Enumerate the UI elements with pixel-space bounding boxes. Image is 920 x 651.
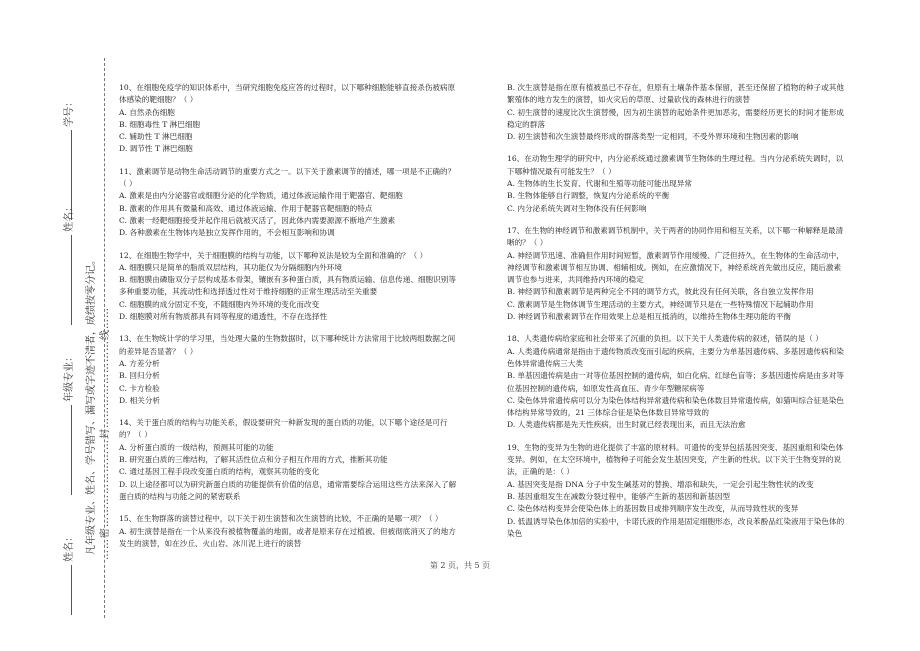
page-number: 第 2 页，共 5 页 — [429, 561, 491, 570]
grade-blank[interactable] — [63, 405, 72, 495]
grade-field — [60, 352, 75, 495]
question-13 — [119, 333, 459, 407]
question-12 — [119, 250, 459, 324]
grade-label: 年级专业： — [64, 351, 75, 402]
option-b: B. 次生演替是指在原有植被虽已不存在，但原有土壤条件基本保留，甚至还保留了植物的种子或其他繁殖体的地方发生的演替，如火灾后的草原、过量砍伐的森林进行的演替 — [507, 83, 844, 105]
option-c: C. 初生演替的速度比次生演替慢，因为初生演替的起始条件更加恶劣，需要经历更长的时间才能形成稳定的群落 — [507, 107, 844, 129]
option-d: D. 以上途径都可以为研究新蛋白质的功能提供有价值的信息，通常需要综合运用这些方法来深入了解蛋白质的结构与功能之间的紧密联系 — [119, 479, 457, 501]
option-a: A. 生物体的生长发育、代谢和生殖等功能可能出现异常 — [507, 179, 692, 189]
option-b: B. 基因重组发生在减数分裂过程中，能够产生新的基因和新基因型 — [507, 491, 731, 501]
option-a: A. 初生演替是指在一个从来没有被植物覆盖的地面，或者是原来存在过植被、但被彻底消灭了的地方发生的演替，如在沙丘、火山岩、冰川泥上进行的演替 — [119, 526, 456, 548]
student-id-label: 学号： — [64, 96, 75, 127]
question-18 — [507, 333, 847, 431]
seal-line-text: ……密……………………封……………………线…… — [100, 307, 111, 560]
option-b: B. 研究蛋白质的三维结构，了解其活性位点和分子相互作用的方式，推断其功能 — [119, 455, 388, 465]
option-b: B. 回归分析 — [119, 371, 160, 381]
question-16 — [507, 153, 847, 214]
name-blank[interactable] — [63, 235, 72, 325]
name-label: 姓名： — [64, 201, 75, 232]
option-a: A. 神经调节迅速、准确但作用时间短暂，激素调节作用缓慢、广泛但持久，在生物体的生命活动中，神经调节和激素调节相互协调、相辅相成。例如，在应激情况下，神经系统首先做出反应，随后激素调节也参与进来，共同维持内环境的稳定 — [507, 250, 844, 285]
name-field — [60, 202, 75, 325]
question-stem: 10、在细胞免疫学的知识体系中，当研究细胞免疫应答的过程时，以下哪种细胞能够直接杀伤被病原体感染的靶细胞？（ ） — [119, 83, 456, 105]
question-17 — [507, 225, 847, 323]
option-a: A. 人类遗传病通常是指由于遗传物质改变而引起的疾病，主要分为单基因遗传病、多基因遗传病和染色体异常遗传病三大类 — [507, 346, 844, 368]
option-a: A. 激素是由内分泌器官或细胞分泌的化学物质，通过体液运输作用于靶器官、靶细胞 — [119, 191, 403, 201]
option-a: A. 基因突变是指 DNA 分子中发生碱基对的替换、增添和缺失，一定会引起生物性状的改变 — [507, 479, 814, 489]
option-c: C. 通过基因工程手段改变蛋白质的结构，观察其功能的变化 — [119, 467, 320, 477]
option-d: D. 初生演替和次生演替最终形成的群落类型一定相同，不受外界环境和生物因素的影响 — [507, 132, 799, 142]
option-c: C. 激素一经靶细胞接受并起作用后就被灭活了，因此体内需要源源不断地产生激素 — [119, 215, 396, 225]
school-blank[interactable] — [63, 565, 72, 615]
option-c: C. 细胞膜的成分固定不变，不随细胞内外环境的变化而改变 — [119, 299, 320, 309]
question-10 — [119, 82, 459, 156]
question-stem: 19、生物的变异为生物的进化提供了丰富的原材料。可遗传的变异包括基因突变、基因重组和染色体变异。例如，在太空环境中，植物种子可能会发生基因突变，产生新的性状。以下关于生物变异的说法，正确的是：（ ） — [507, 442, 844, 477]
question-14 — [119, 417, 459, 503]
cut-line — [104, 58, 105, 618]
option-a: A. 自然杀伤细胞 — [119, 107, 175, 117]
option-d: D. 各种激素在生物体内是独立发挥作用的，不会相互影响和协调 — [119, 228, 335, 238]
option-b: B. 生物体能够自行调整，恢复内分泌系统的平衡 — [507, 191, 670, 201]
left-column — [119, 82, 459, 560]
question-stem: 12、在细胞生物学中，关于细胞膜的结构与功能，以下哪种说法是较为全面和准确的？（ ） — [119, 250, 428, 260]
option-c: C. 染色体结构变异会使染色体上的基因数目或排列顺序发生改变，从而导致性状的变异 — [507, 504, 799, 514]
option-c: C. 激素调节是生物体调节生理活动的主要方式，神经调节只是在一些特殊情况下起辅助作用 — [507, 299, 814, 309]
option-d: D. 人类遗传病都是先天性疾病，出生时就已经表现出来，而且无法治愈 — [507, 420, 746, 430]
question-11 — [119, 166, 459, 240]
question-stem: 16、在动物生理学的研究中，内分泌系统通过激素调节生物体的生理过程。当内分泌系统失调时，以下哪种情况最有可能发生？（ ） — [507, 154, 844, 176]
question-stem: 14、关于蛋白质的结构与功能关系，假设要研究一种新发现的蛋白质的功能，以下哪个途径是可行的？（ ） — [119, 418, 448, 440]
option-c: C. 辅助性 T 淋巴细胞 — [119, 132, 193, 142]
option-d: D. 调节性 T 淋巴细胞 — [119, 144, 193, 154]
question-stem: 15、在生物群落的演替过程中，以下关于初生演替和次生演替的比较，不正确的是哪一项？（ ） — [119, 514, 443, 524]
right-column — [507, 82, 847, 550]
option-d: D. 低温诱导染色体加倍的实验中，卡诺氏液的作用是固定细胞形态，改良苯酚品红染液用于染色体的染色 — [507, 516, 845, 538]
question-stem: 11、激素调节是动物生命活动调节的重要方式之一。以下关于激素调节的描述，哪一项是不正确的？（ ） — [119, 166, 456, 189]
warning-text: 凡年级专业、姓名、学号错写、漏写或字迹不清者，成绩按零分记。 — [86, 255, 97, 555]
option-b: B. 激素的作用具有微量和高效、通过体液运输、作用于靶器官靶细胞的特点 — [119, 203, 373, 213]
option-a: A. 方差分析 — [119, 358, 160, 368]
option-c: C. 染色体异常遗传病可以分为染色体结构异常遗传病和染色体数目异常遗传病，如猫叫综合征是染色体结构异常导致的，21 三体综合征是染色体数目异常导致的 — [507, 395, 844, 418]
question-19 — [507, 442, 847, 540]
option-a: A. 细胞膜只是简单的脂质双层结构，其功能仅为分隔细胞内外环境 — [119, 262, 342, 272]
option-b: B. 神经调节和激素调节是两种完全不同的调节方式，彼此没有任何关联，各自独立发挥作用 — [507, 287, 814, 297]
question-15-continued — [507, 82, 847, 143]
option-b: B. 单基因遗传病是由一对等位基因控制的遗传病，如白化病、红绿色盲等；多基因遗传病是由多对等位基因控制的遗传病，如原发性高血压、青少年型糖尿病等 — [507, 371, 844, 393]
option-b: B. 细胞膜由磷脂双分子层构成基本骨架，镶嵌有多种蛋白质，具有物质运输、信息传递、细胞识别等多种重要功能，其流动性和选择透过性对于维持细胞的正常生理活动至关重要 — [119, 275, 456, 297]
option-c: C. 卡方检验 — [119, 383, 160, 393]
option-d: D. 神经调节和激素调节在作用效果上总是相互抵消的，以维持生物体生理功能的平衡 — [507, 312, 792, 322]
question-stem: 18、人类遗传病给家庭和社会带来了沉重的负担。以下关于人类遗传病的叙述，错误的是（ ） — [507, 334, 823, 344]
option-d: D. 细胞膜对所有物质都具有同等程度的通透性，不存在选择性 — [119, 312, 328, 322]
option-d: D. 相关分析 — [119, 395, 161, 405]
option-a: A. 分析蛋白质的一级结构，预测其可能的功能 — [119, 442, 274, 452]
option-b: B. 细胞毒性 T 淋巴细胞 — [119, 119, 201, 129]
school-label: 姓名： — [64, 531, 75, 562]
school-field — [60, 532, 75, 615]
binding-margin — [0, 0, 115, 651]
question-stem: 17、在生物的神经调节和激素调节机制中，关于两者的协同作用和相互关系，以下哪一种解释是最清晰的？（ ） — [507, 225, 844, 248]
question-stem: 13、在生物统计学的学习里，当处理大量的生物数据时，以下哪种统计方法常用于比较两组数据之间的差异是否显著？（ ） — [119, 334, 456, 356]
option-c: C. 内分泌系统失调对生物体没有任何影响 — [507, 203, 647, 213]
question-15 — [119, 513, 459, 550]
